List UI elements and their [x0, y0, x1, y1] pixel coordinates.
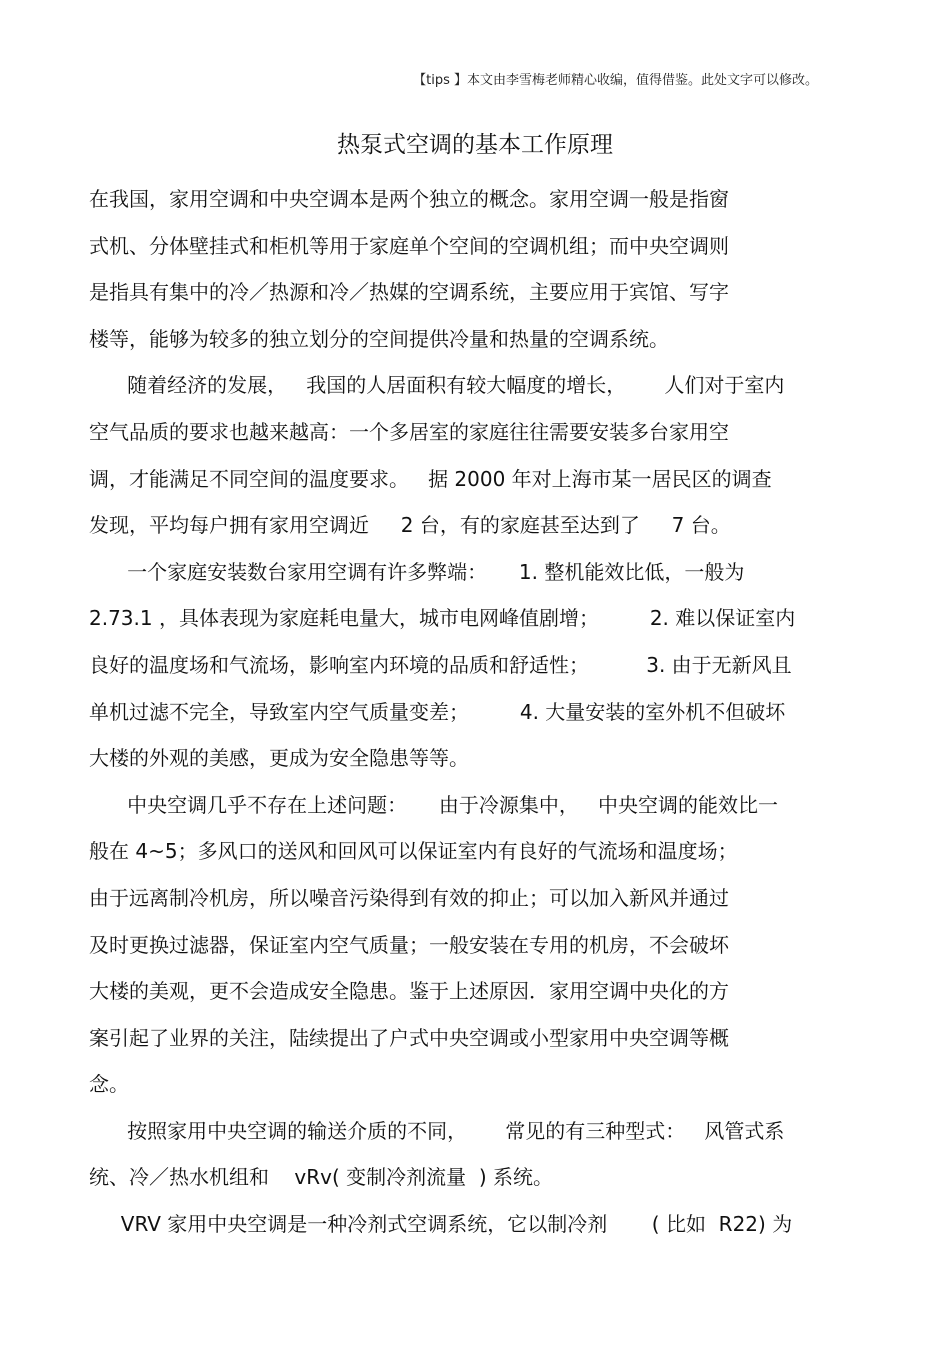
text-line: 发现，平均每户拥有家用空调近 2 台，有的家庭甚至达到了 7 台。 — [89, 513, 731, 538]
text-line: 楼等，能够为较多的独立划分的空间提供冷量和热量的空调系统。 — [89, 326, 669, 351]
text-line: 空气品质的要求也越来越高：一个多居室的家庭往往需要安装多台家用空 — [89, 419, 729, 444]
text-line: 良好的温度场和气流场，影响室内环境的品质和舒适性； 3. 由于无新风且 — [89, 652, 792, 677]
text-line: 在我国，家用空调和中央空调本是两个独立的概念。家用空调一般是指窗 — [89, 187, 729, 211]
text-line: 2.73.1 ，具体表现为家庭耗电量大，城市电网峰值剧增； 2. 难以保证室内 — [89, 606, 796, 631]
text-line: 般在 4~5；多风口的送风和回风可以保证室内有良好的气流场和温度场； — [89, 839, 738, 864]
text-line: 单机过滤不完全，导致室内空气质量变差； 4. 大量安装的室外机不但破坏 — [89, 699, 786, 724]
text-line: 一个家庭安装数台家用空调有许多弊端： 1. 整机能效比低，一般为 — [89, 559, 745, 584]
text-line: 按照家用中央空调的输送介质的不同， 常见的有三种型式： 风管式系 — [89, 1118, 785, 1143]
page-title: 热泵式空调的基本工作原理 — [337, 132, 613, 158]
text-line: 由于远离制冷机房，所以噪音污染得到有效的抑止；可以加入新风并通过 — [89, 885, 729, 910]
text-line: VRV 家用中央空调是一种冷剂式空调系统，它以制冷剂 ( 比如 R22) 为 — [89, 1212, 793, 1237]
text-line: 大楼的美观，更不会造成安全隐患。鉴于上述原因．家用空调中央化的方 — [89, 979, 729, 1004]
text-line: 式机、分体壁挂式和柜机等用于家庭单个空间的空调机组；而中央空调则 — [89, 233, 729, 258]
text-line: 大楼的外观的美感，更成为安全隐患等等。 — [89, 746, 469, 771]
text-line: 调，才能满足不同空间的温度要求。 据 2000 年对上海市某一居民区的调查 — [89, 466, 772, 491]
document-body — [89, 176, 864, 1248]
header-tip: 【tips 】本文由李雪梅老师精心收编，值得借鉴。此处文字可以修改。 — [413, 73, 818, 88]
text-line: 及时更换过滤器，保证室内空气质量；一般安装在专用的机房，不会破坏 — [89, 932, 729, 957]
text-line: 案引起了业界的关注，陆续提出了户式中央空调或小型家用中央空调等概 — [89, 1025, 729, 1050]
text-line: 随着经济的发展， 我国的人居面积有较大幅度的增长， 人们对于室内 — [89, 373, 785, 398]
text-line: 中央空调几乎不存在上述问题： 由于冷源集中， 中央空调的能效比一 — [89, 792, 779, 817]
text-line: 念。 — [89, 1072, 129, 1097]
text-line: 统、冷／热水机组和 vRv( 变制冷剂流量 ) 系统。 — [89, 1165, 554, 1190]
text-line: 是指具有集中的冷／热源和冷／热媒的空调系统，主要应用于宾馆、写字 — [89, 280, 729, 305]
